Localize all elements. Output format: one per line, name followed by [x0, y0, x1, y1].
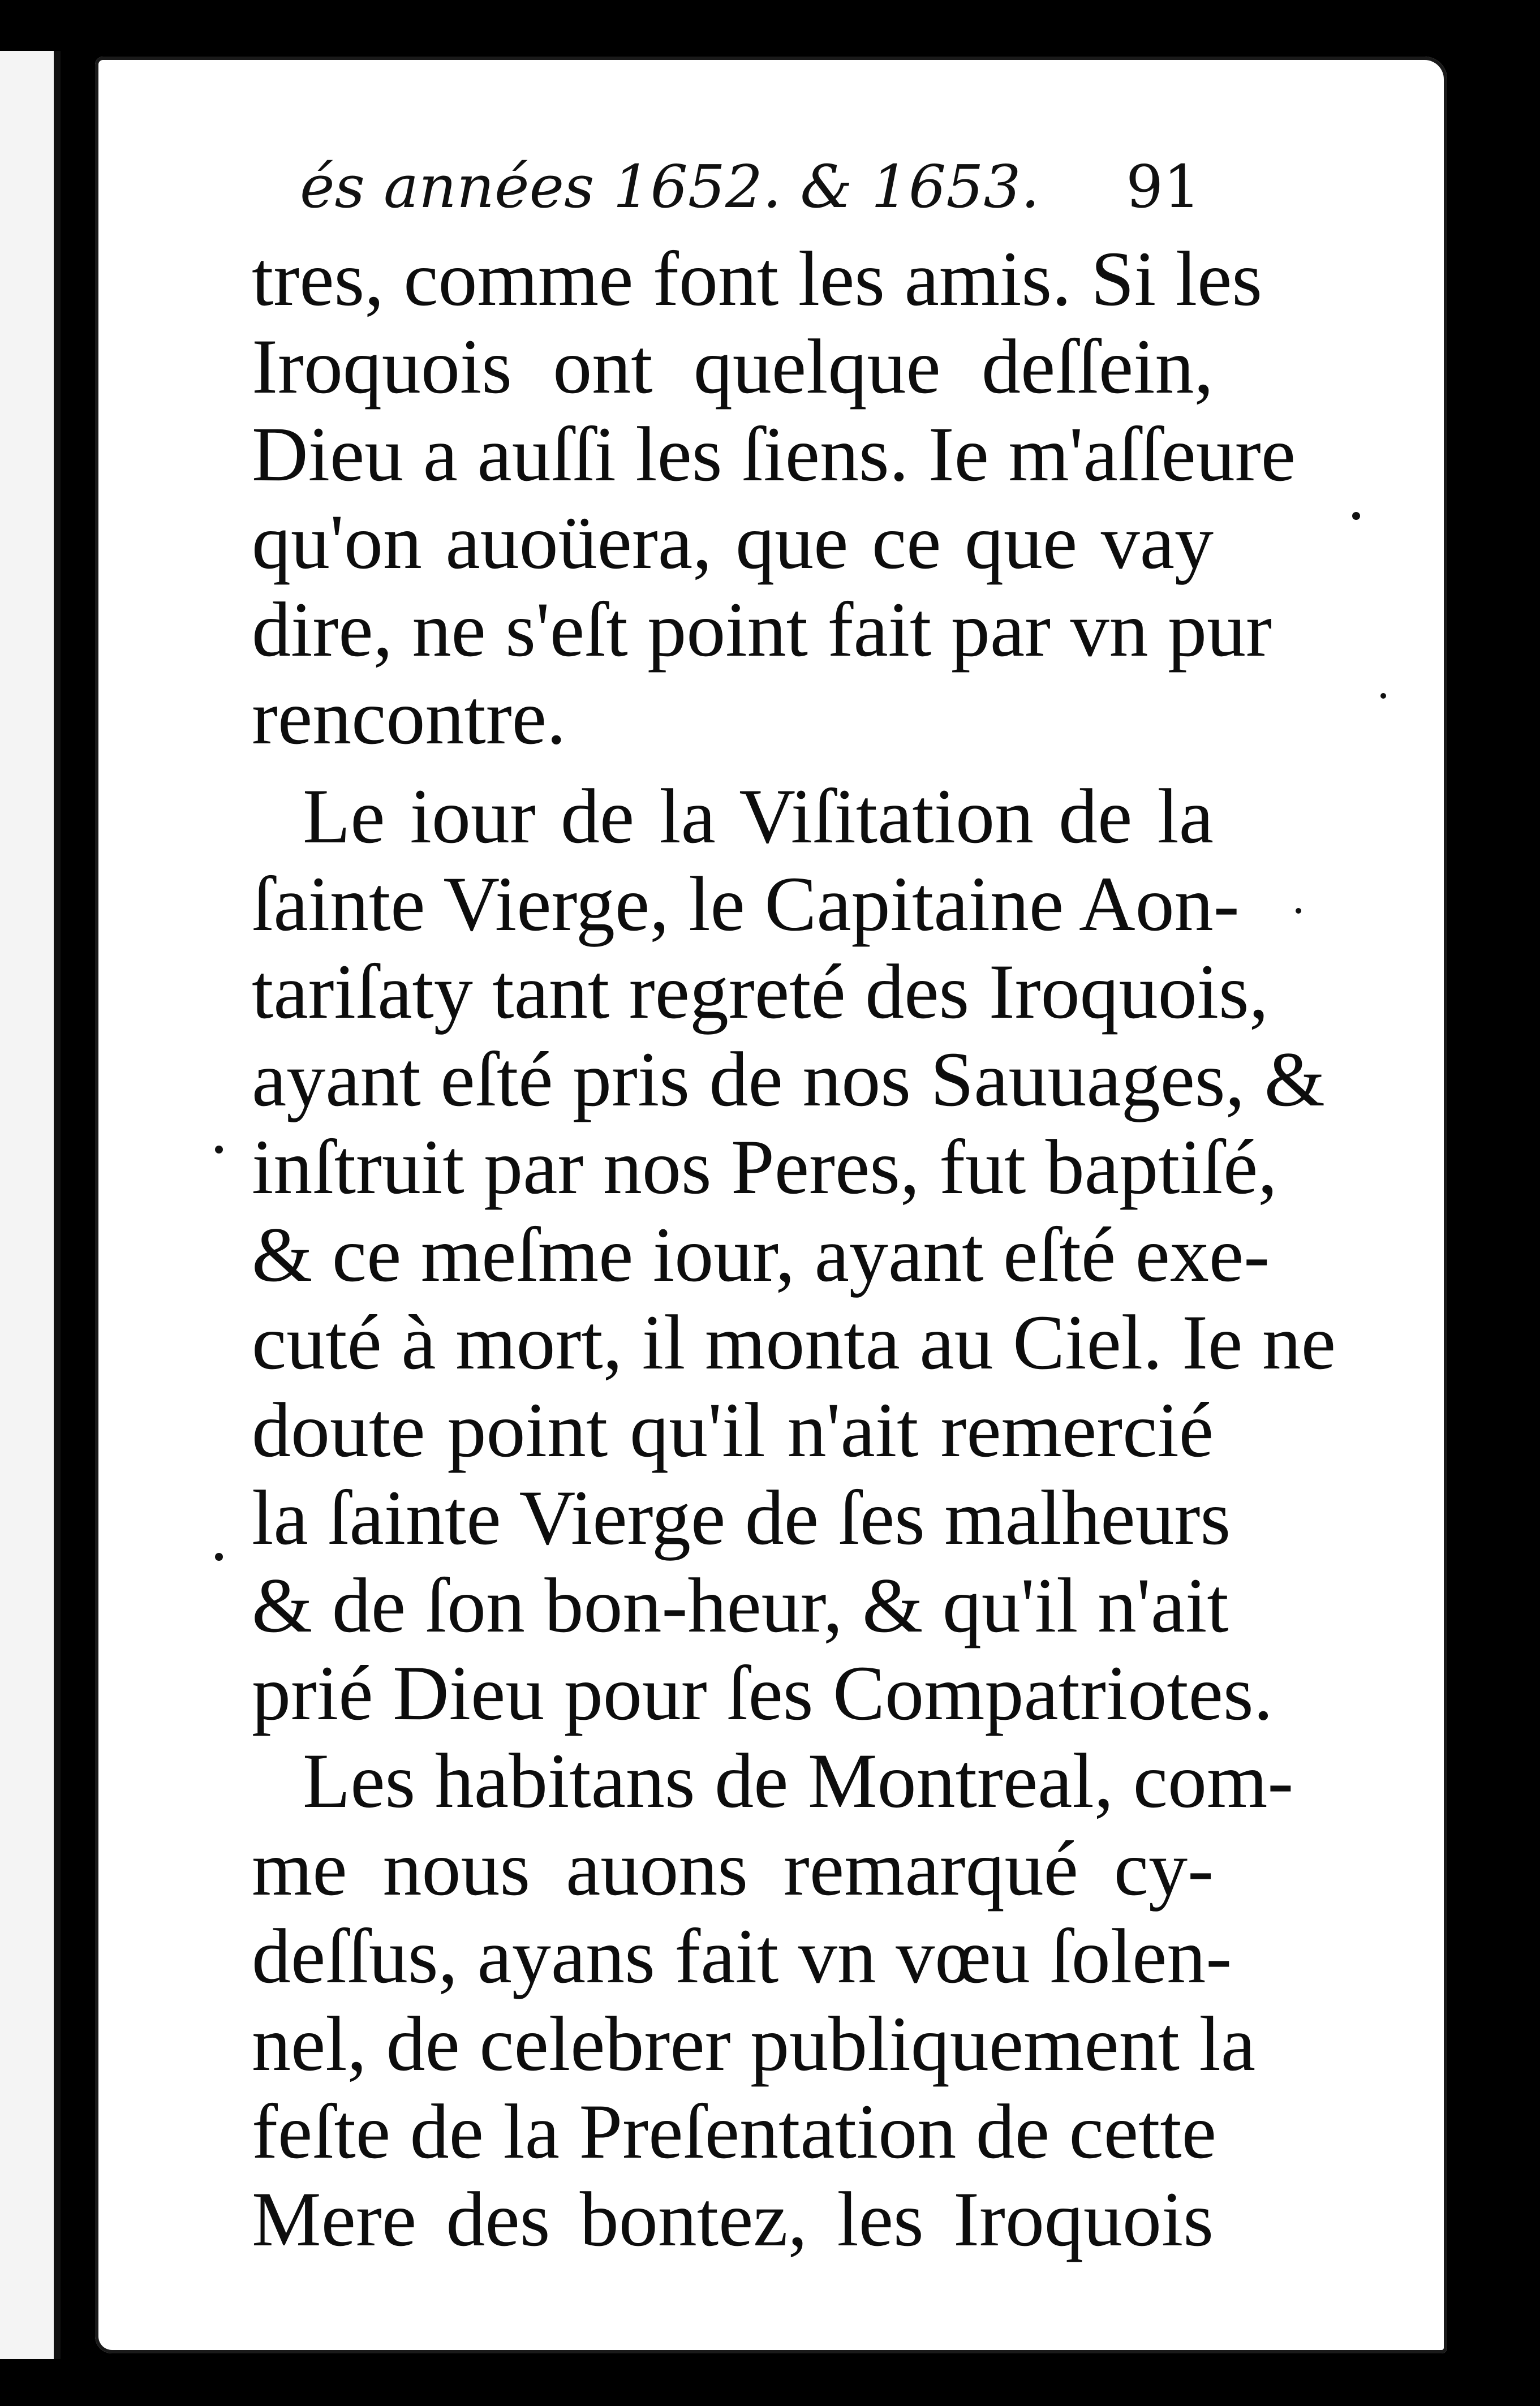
scan-speck [1296, 908, 1301, 914]
running-head [300, 144, 1233, 229]
text-line: & ce meſme iour, ayant eſté exe- [252, 1211, 1270, 1298]
scan-speck [1352, 512, 1360, 520]
previous-page-edge [0, 51, 61, 2359]
text-line: qu'on auoüera, que ce que vay [252, 498, 1214, 585]
text-line: Dieu a auſſi les ſiens. Ie m'aſſeure [252, 411, 1296, 497]
text-line: Le iour de la Viſitation de la [303, 773, 1214, 859]
text-line: doute point qu'il n'ait remercié [252, 1387, 1214, 1473]
text-line: Iroquois ont quelque deſſein, [252, 323, 1214, 410]
text-line: tariſaty tant regreté des Iroquois, [252, 948, 1269, 1035]
text-line: deſſus, ayans fait vn vœu ſolen- [252, 1913, 1232, 1999]
scan-speck [1380, 693, 1386, 699]
text-line: me nous auons remarqué cy- [252, 1825, 1214, 1912]
scan-speck [215, 1146, 223, 1153]
text-line: inſtruit par nos Peres, fut baptiſé, [252, 1124, 1277, 1210]
text-line: & de ſon bon-heur, & qu'il n'ait [252, 1562, 1229, 1649]
text-line: ſainte Vierge, le Capitaine Aon- [252, 860, 1240, 947]
text-line: dire, ne s'eſt point fait par vn pur [252, 586, 1272, 673]
text-line: tres, comme font les amis. Si les [252, 235, 1263, 322]
text-line: Mere des bontez, les Iroquois [252, 2176, 1214, 2262]
running-title: és années 1652. & 1653. [300, 152, 1040, 221]
text-line: prié Dieu pour ſes Compatriotes. [252, 1650, 1274, 1736]
text-line: ayant eſté pris de nos Sauuages, & [252, 1036, 1326, 1122]
body-text [252, 235, 1336, 2263]
text-line: feſte de la Preſentation de cette [252, 2088, 1216, 2175]
text-line: cuté à mort, il monta au Ciel. Ie ne [252, 1299, 1336, 1385]
text-line: Les habitans de Montreal, com- [303, 1737, 1294, 1824]
text-line: rencontre. [252, 674, 566, 760]
scan-speck [215, 1553, 223, 1561]
text-line: nel, de celebrer publiquement la [252, 2000, 1256, 2087]
page-number: 91 [1126, 152, 1201, 221]
text-line: la ſainte Vierge de ſes malheurs [252, 1474, 1231, 1561]
